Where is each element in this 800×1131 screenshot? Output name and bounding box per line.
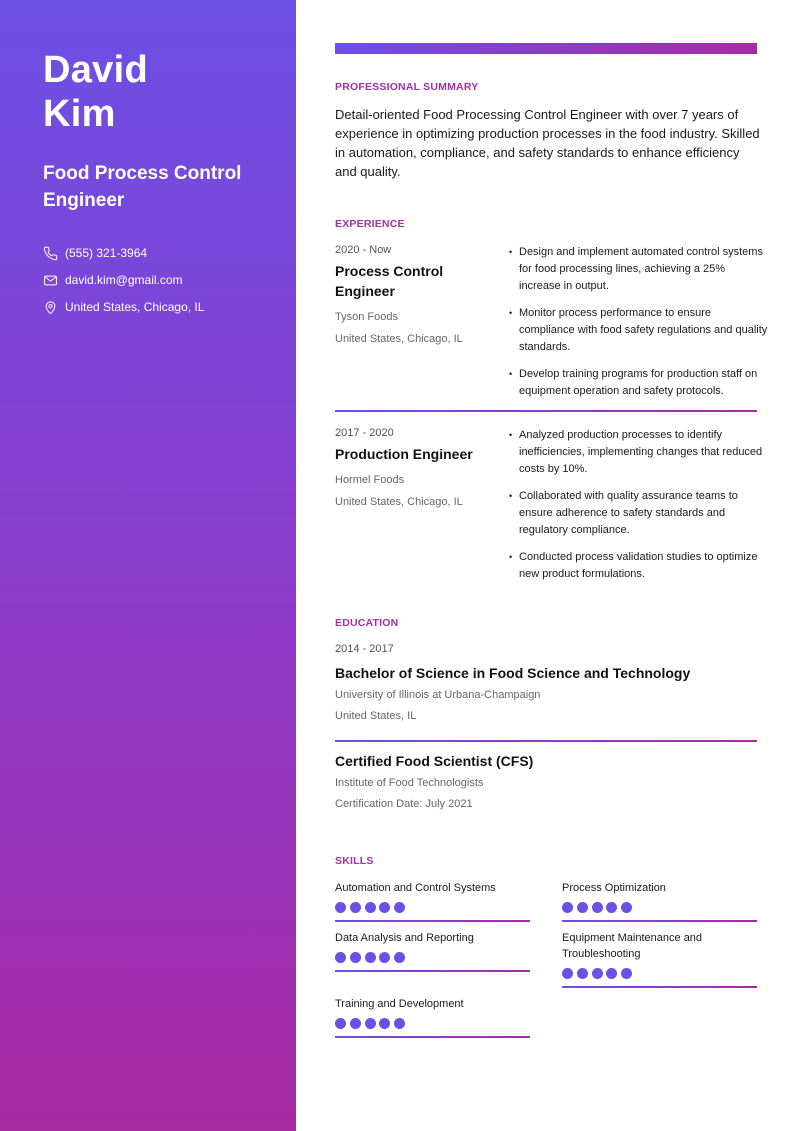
skill-divider	[562, 920, 757, 922]
contact-phone[interactable]	[43, 244, 204, 262]
skill-item	[562, 930, 757, 988]
certification-issuer: Institute of Food Technologists	[335, 777, 484, 789]
job-location: United States, Chicago, IL	[335, 333, 463, 345]
skill-item	[335, 930, 530, 972]
summary-heading: PROFESSIONAL SUMMARY	[335, 81, 479, 93]
email-text: david.kim@gmail.com	[65, 273, 183, 287]
first-name: David	[43, 49, 148, 91]
rating-dot	[562, 902, 573, 913]
rating-dot	[379, 1018, 390, 1029]
skill-item	[335, 996, 530, 1038]
skill-divider	[335, 920, 530, 922]
rating-dot	[365, 952, 376, 963]
job-bullet: • Analyzed production processes to identify inefficiencies, implementing changes that reduced costs by 10%.	[510, 427, 768, 478]
job-role: Production Engineer	[335, 446, 473, 462]
job-bullet: • Monitor process performance to ensure compliance with food safety regulations and quality standards.	[510, 305, 768, 356]
rating-dot	[577, 902, 588, 913]
job-bullet: • Design and implement automated control systems for food processing lines, achieving a 25% increase in output.	[510, 244, 768, 295]
certification-name: Certified Food Scientist (CFS)	[335, 753, 534, 769]
skill-label: Automation and Control Systems	[335, 882, 496, 894]
skill-divider	[335, 1036, 530, 1038]
skill-item	[335, 880, 530, 922]
last-name: Kim	[43, 93, 116, 135]
rating-dot	[335, 902, 346, 913]
phone-icon	[43, 246, 58, 261]
rating-dot	[621, 968, 632, 979]
education-location: United States, IL	[335, 710, 417, 722]
rating-dot	[335, 952, 346, 963]
candidate-name	[43, 48, 148, 136]
certification-entry	[335, 753, 757, 815]
skill-divider	[562, 986, 757, 988]
skill-label: Equipment Maintenance and Troubleshooting	[562, 932, 703, 960]
job-location: United States, Chicago, IL	[335, 496, 463, 508]
skill-item	[562, 880, 757, 922]
rating-dot	[394, 952, 405, 963]
job-period: 2017 - 2020	[335, 427, 394, 439]
skill-divider	[335, 970, 530, 972]
location-pin-icon	[43, 300, 58, 315]
sidebar	[0, 0, 296, 1131]
phone-text: (555) 321-3964	[65, 246, 148, 260]
rating-dot	[394, 1018, 405, 1029]
rating-dot	[621, 902, 632, 913]
job-bullets	[510, 244, 768, 410]
rating-dot	[577, 968, 588, 979]
job-title: Food Process Control Engineer	[43, 163, 242, 211]
skills-heading: SKILLS	[335, 855, 374, 867]
contact-email[interactable]	[43, 271, 204, 289]
skill-rating	[335, 952, 530, 963]
job-role: Process Control Engineer	[335, 263, 444, 299]
skill-label: Training and Development	[335, 998, 464, 1010]
contact-location	[43, 298, 204, 316]
education-period: 2014 - 2017	[335, 643, 394, 655]
education-degree: Bachelor of Science in Food Science and Technology	[335, 665, 691, 681]
rating-dot	[350, 1018, 361, 1029]
rating-dot	[562, 968, 573, 979]
accent-bar	[335, 43, 757, 54]
rating-dot	[335, 1018, 346, 1029]
location-text: United States, Chicago, IL	[65, 300, 205, 314]
rating-dot	[606, 902, 617, 913]
job-company: Tyson Foods	[335, 311, 398, 323]
rating-dot	[365, 1018, 376, 1029]
job-bullets	[510, 427, 768, 593]
skill-rating	[562, 902, 757, 913]
rating-dot	[379, 902, 390, 913]
rating-dot	[350, 952, 361, 963]
job-divider	[335, 410, 757, 412]
skill-rating	[562, 968, 757, 979]
job-company: Hormel Foods	[335, 474, 405, 486]
rating-dot	[592, 968, 603, 979]
contact-list	[43, 244, 204, 325]
education-divider	[335, 740, 757, 742]
certification-date: Certification Date: July 2021	[335, 798, 473, 810]
skill-rating	[335, 1018, 530, 1029]
skill-rating	[335, 902, 530, 913]
skill-label: Data Analysis and Reporting	[335, 932, 474, 944]
mail-icon	[43, 273, 58, 288]
rating-dot	[592, 902, 603, 913]
experience-heading: EXPERIENCE	[335, 218, 405, 230]
education-heading: EDUCATION	[335, 617, 399, 629]
job-bullet: • Develop training programs for production staff on equipment operation and safety protocols.	[510, 366, 768, 400]
skill-label: Process Optimization	[562, 882, 666, 894]
rating-dot	[394, 902, 405, 913]
education-entry	[335, 643, 757, 727]
rating-dot	[365, 902, 376, 913]
education-institution: University of Illinois at Urbana-Champaign	[335, 689, 541, 701]
job-period: 2020 - Now	[335, 244, 392, 256]
job-bullet: • Collaborated with quality assurance teams to ensure adherence to safety standards and regulatory compliance.	[510, 488, 768, 539]
rating-dot	[350, 902, 361, 913]
rating-dot	[379, 952, 390, 963]
rating-dot	[606, 968, 617, 979]
job-bullet: • Conducted process validation studies to optimize new product formulations.	[510, 549, 768, 583]
summary-text: Detail-oriented Food Processing Control Engineer with over 7 years of experience in optimizing production processes in the food industry. Skilled in automation, compliance, and safety standards to enhance efficiency and quality.	[335, 107, 760, 179]
